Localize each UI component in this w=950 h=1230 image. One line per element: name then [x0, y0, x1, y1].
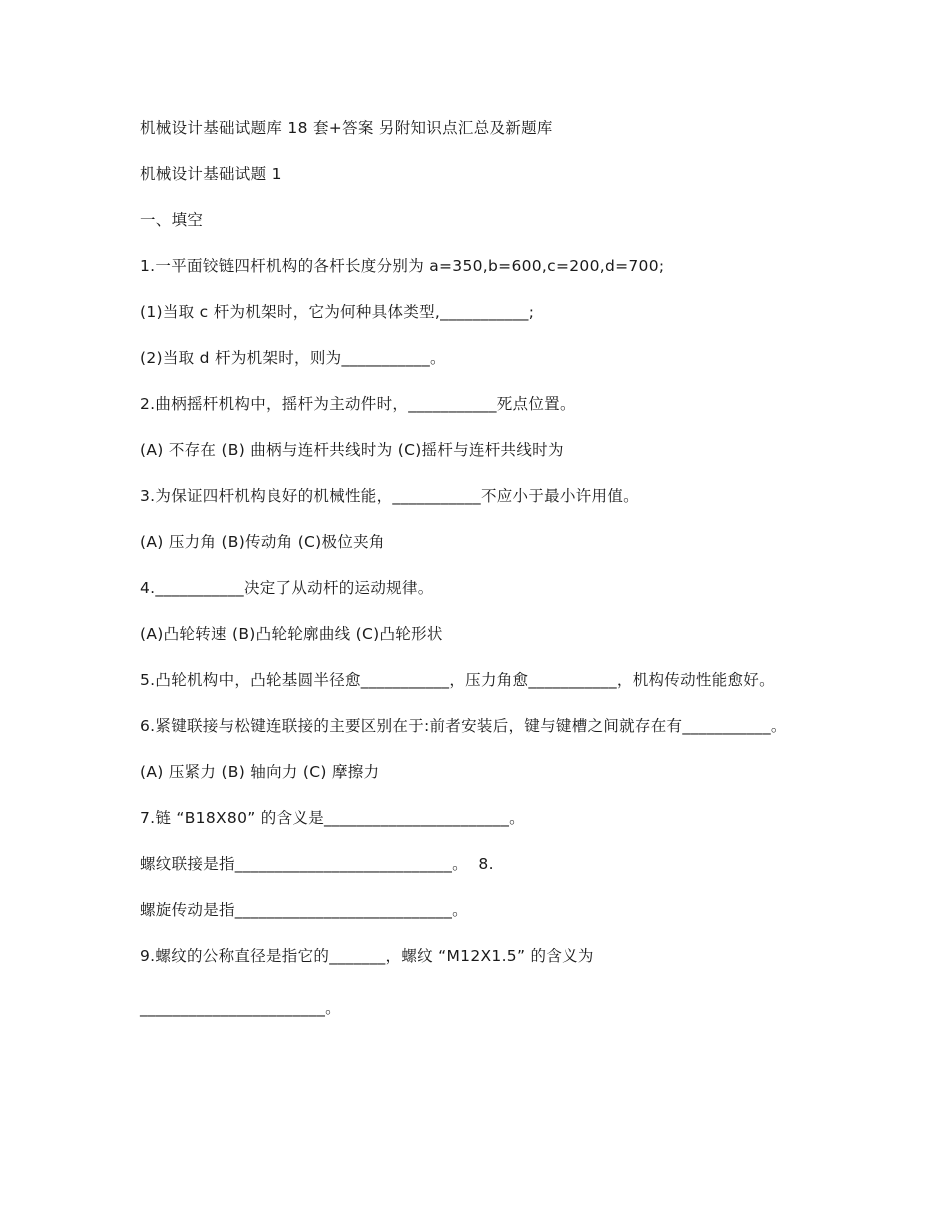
question-4: 4.___________决定了从动杆的运动规律。	[140, 579, 434, 597]
question-2: 2.曲柄摇杆机构中，摇杆为主动件时，___________死点位置。	[140, 395, 576, 413]
question-4-options: (A)凸轮转速 (B)凸轮轮廓曲线 (C)凸轮形状	[140, 625, 443, 643]
question-1-part-2: (2)当取 d 杆为机架时，则为___________。	[140, 349, 446, 367]
question-1-part-1: (1)当取 c 杆为机架时，它为何种具体类型,___________;	[140, 303, 535, 321]
question-9: 9.螺纹的公称直径是指它的_______，螺纹 “M12X1.5” 的含义为	[140, 947, 594, 965]
question-3-options: (A) 压力角 (B)传动角 (C)极位夹角	[140, 533, 385, 551]
exam-subtitle: 机械设计基础试题 1	[140, 165, 282, 183]
question-1: 1.一平面铰链四杆机构的各杆长度分别为 a=350,b=600,c=200,d=700;	[140, 257, 665, 275]
document-title: 机械设计基础试题库 18 套+答案 另附知识点汇总及新题库	[140, 119, 553, 137]
question-8-screw-drive: 螺旋传动是指___________________________。	[140, 901, 468, 919]
question-6-options: (A) 压紧力 (B) 轴向力 (C) 摩擦力	[140, 763, 380, 781]
question-3: 3.为保证四杆机构良好的机械性能，___________不应小于最小许用值。	[140, 487, 639, 505]
document-body	[140, 117, 808, 1043]
question-5: 5.凸轮机构中，凸轮基圆半径愈___________，压力角愈___________，机构传动性能愈好。	[140, 671, 775, 689]
question-9-blank: _______________________。	[140, 999, 341, 1017]
question-7: 7.链 “B18X80” 的含义是_______________________。	[140, 809, 525, 827]
section-heading: 一、填空	[140, 211, 204, 229]
question-2-options: (A) 不存在 (B) 曲柄与连杆共线时为 (C)摇杆与连杆共线时为	[140, 441, 564, 459]
question-6: 6.紧键联接与松键连联接的主要区别在于:前者安装后，键与键槽之间就存在有___________。	[140, 717, 787, 735]
question-8-thread-joint: 螺纹联接是指___________________________。 8.	[140, 855, 494, 873]
